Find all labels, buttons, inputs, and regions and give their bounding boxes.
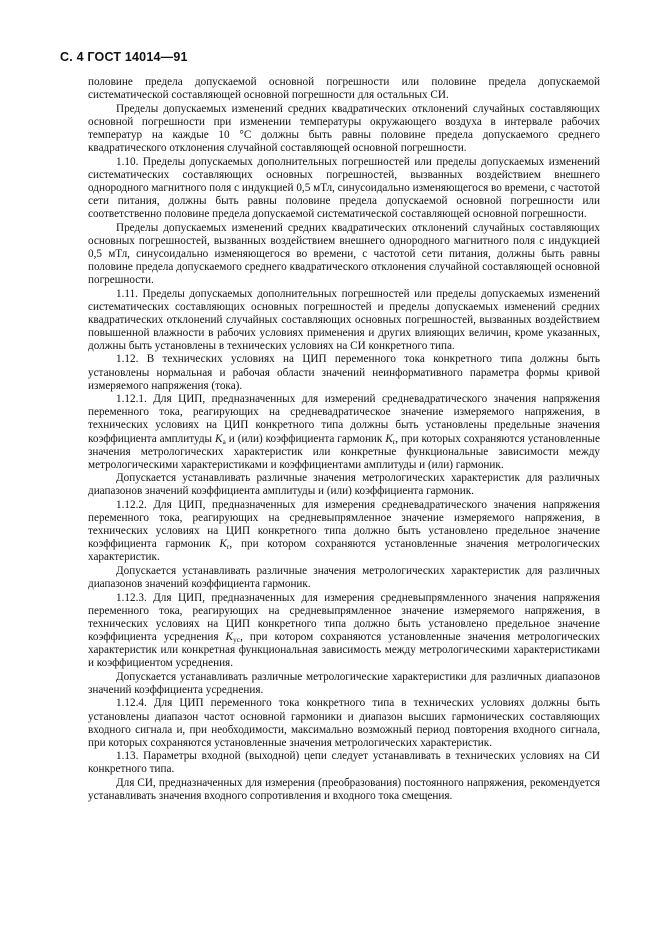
paragraph-harmonic-ranges: Допускается устанавливать различные значения метрологических характеристик для различных диапазонов значений коэффициента гармоник. [88, 564, 600, 591]
text-run: , при котором сохраняются установленные значения метрологических характеристик. [88, 538, 600, 564]
paragraph-1-11: 1.11. Пределы допускаемых дополнительных погрешностей или пределы допускаемых изменений систематических составляющих основных погрешностей и пределы допускаемых изменений средних квадратических отклонений случайных составляющих основных погрешностей, вызванных воздействием повышенной влажности в рабочих условиях применения и других влияющих величин, кроме указанных, должны быть установлены в технических условиях на СИ конкретного типа. [88, 287, 600, 352]
paragraph-temperature-limits: Пределы допускаемых изменений средних квадратических отклонений случайных составляющих основной погрешности при изменении температуры окружающего воздуха в интервале рабочих температур на каждые 10 °С должны быть равны половине предела допускаемого среднего квадратического отклонения случайной составляющей основной погрешности. [88, 102, 600, 154]
subscript: a [222, 436, 226, 446]
paragraph-1-12-4: 1.12.4. Для ЦИП переменного тока конкретного типа в технических условиях должны быть установлены диапазон частот основной гармоники и диапазон высших гармонических составляющих входного сигнала и, при необходимости, максимально возможный период повторения входного сигнала, при которых сохраняются установленные значения метрологических характеристик. [88, 697, 600, 749]
paragraph-1-10: 1.10. Пределы допускаемых дополнительных погрешностей или пределы допускаемых изменений систематических составляющих основных погрешностей, вызванных воздействием внешнего однородного магнитного поля с индукцией 0,5 мТл, синусоидально изменяющегося во времени, с частотой сети питания, должны быть равны половине предела допускаемой основной погрешности или соответственно половине предела допускаемой систематической составляющей основной погрешности. [88, 155, 600, 220]
text-run: 1.12.3. Для ЦИП, предназначенных для измерения средневыпрямленного значения напряжения переменного тока, реагирующих на средневыпрямленное значение измеряемого напряжения, в технических условиях на ЦИП конкретного типа должно быть установлено предельное значение коэффициента усреднения [88, 591, 600, 643]
paragraph-1-12-2 [88, 499, 600, 564]
text-run: 1.12.2. Для ЦИП, предназначенных для измерения средневадратического значения напряжения переменного тока, реагирующих на средневыпрямленное значение измеряемого напряжения, в технических условиях на ЦИП конкретного типа должно быть установлено предельное значение коэффициента гармоник [88, 499, 600, 551]
page-header: С. 4 ГОСТ 14014—91 [60, 50, 188, 64]
paragraph-dc-recommendation: Для СИ, предназначенных для измерения (преобразования) постоянного напряжения, рекомендуется устанавливать значения входного сопротивления и входного тока смещения. [88, 776, 600, 803]
text-run: , при которых сохраняются установленные значения метрологических характеристик или конкретные функциональные зависимости между метрологическими характеристиками и коэффициентами амплитуды и (или) гармоник. [88, 432, 600, 471]
text-run: , при котором сохраняются установленные значения метрологических характеристик или конкретная функциональная зависимость между метрологическими характеристиками и коэффициентом усреднения. [88, 630, 600, 670]
subscript: ус [232, 634, 241, 644]
symbol-K: K [225, 630, 233, 643]
document-body [88, 76, 600, 804]
symbol-K: K [385, 432, 393, 445]
symbol-K: K [215, 432, 223, 445]
paragraph-1-13: 1.13. Параметры входной (выходной) цепи следует устанавливать в технических условиях на СИ конкретного типа. [88, 750, 600, 776]
symbol-K: K [219, 538, 227, 551]
paragraph-averaging-ranges: Допускается устанавливать различные метрологические характеристики для различных диапазонов значений коэффициента усреднения. [88, 670, 600, 696]
paragraph-continuation: половине предела допускаемой основной погрешности или половине предела допускаемой систематической составляющей основной погрешности для остальных СИ. [88, 76, 600, 102]
paragraph-1-12-1 [88, 393, 600, 472]
paragraph-magnetic-field-limits: Пределы допускаемых изменений средних квадратических отклонений случайных составляющих основных погрешностей, вызванных воздействием внешнего однородного магнитного поля с индукцией 0,5 мТл, синусоидально изменяющегося во времени, с частотой сети питания, должны быть равны половине предела допускаемого среднего квадратического отклонения случайной составляющей основной погрешности. [88, 221, 600, 286]
text-run: и (или) коэффициента гармоник [225, 432, 386, 445]
paragraph-1-12: 1.12. В технических условиях на ЦИП переменного тока конкретного типа должны быть установлены нормальная и рабочая области значений неинформативного параметра формы кривой измеряемого напряжения (тока). [88, 353, 600, 392]
subscript: r [226, 542, 230, 552]
paragraph-amplitude-ranges: Допускается устанавливать различные значения метрологических характеристик для различных диапазонов значений коэффициента амплитуды и (или) коэффициента гармоник. [88, 472, 600, 498]
text-run: 1.12.1. Для ЦИП, предназначенных для измерений средневадратического значения напряжения переменного тока, реагирующих на средневадратическое значение измеряемого напряжения, в технических условиях на ЦИП конкретного типа должны быть установлены предельные значения коэффициента амплитуды [88, 393, 600, 445]
subscript: r [392, 436, 396, 446]
paragraph-1-12-3 [88, 592, 600, 671]
